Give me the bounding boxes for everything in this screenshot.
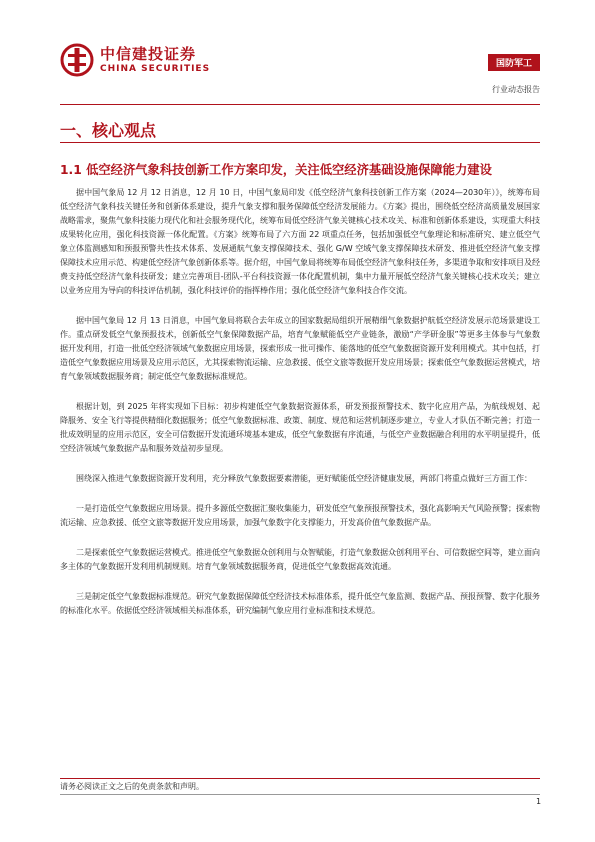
paragraph: 据中国气象局 12 月 13 日消息，中国气象局将联合去年成立的国家数据局组织开展精细气象数据护航低空经济发展示范场景建设工作。重点研发低空气象预报技术，创新低空气象保障数据产品，培育气象赋能低空产业链条，激励“产学研金服”等更多主体参与气象数据开发利用，打造一批低空经济领域气象数据应用场景，探索形成一批可操作、能落地的低空气象数据资源开发利用模式。其中包括，打造低空气象数据应用场景及应用示范区，尤其探索物流运输、应急救援、低空文旅等数据开发应用场景；探索低空气象数据运营模式，培育气象领域数据服务商；制定低空气象数据标准规范。 [60, 316, 540, 381]
section-divider [60, 142, 540, 143]
footer-rule [60, 794, 540, 795]
citic-logo-icon [60, 43, 94, 77]
section-title: 一、核心观点 [60, 121, 157, 140]
company-name-en: CHINA SECURITIES [100, 64, 211, 74]
company-logo [60, 40, 210, 80]
subsection-title: 1.1 低空经济气象科技创新工作方案印发，关注低空经济基础设施保障能力建设 [60, 163, 492, 177]
disclaimer-note: 请务必阅读正文之后的免责条款和声明。 [60, 782, 204, 791]
report-body [60, 186, 540, 634]
page-number: 1 [536, 797, 542, 806]
industry-tag: 国防军工 [488, 54, 540, 71]
paragraph: 一是打造低空气象数据应用场景。提升多源低空数据汇聚收集能力，研发低空气象预报预警技术，强化高影响天气风险预警；探索物流运输、应急救援、低空文旅等数据开发应用场景，加强气象数字化支撑能力，开发高价值气象数据产品。 [60, 504, 540, 527]
report-type: 行业动态报告 [492, 85, 540, 94]
paragraph: 据中国气象局 12 月 12 日消息，12 月 10 日，中国气象局印发《低空经济气象科技创新工作方案（2024—2030年）》，统筹布局低空经济气象科技关键任务和创新体系建设，提升气象支撑和服务保障低空经济发展能力。《方案》提出，围绕低空经济高质量发展国家战略需求，聚焦气象科技能力现代化和社会服务现代化，统筹布局低空经济气象关键核心技术攻关、标准和创新体系建设，实现重大科技成果转化应用，强化科技资源一体化配置。《方案》统筹布局了六方面 22 项重点任务，包括加强低空气象理论和标准研究、建立低空气象立体监测感知和预报预警共性技术体系、发展通航气象支撑保障技术、强化 G/W 空域气象支撑保障技术研发、推进低空经济气象支撑保障技术应用示范、构建低空经济气象创新体系等。据介绍，中国气象局将统筹布局低空经济气象科技任务，多渠道争取和安排项目及经费支持低空经济气象科技研发；建立完善项目-团队-平台科技资源一体化配置机制，集中力量开展低空经济气象关键核心技术攻关；建立以业务应用为导向的科技评估机制，强化科技评价的指挥棒作用；强化低空经济气象科技合作交流。 [60, 188, 540, 295]
header-divider [60, 104, 540, 105]
paragraph: 三是制定低空气象数据标准规范。研究气象数据保障低空经济技术标准体系，提升低空气象监测、数据产品、预报预警、数字化服务的标准化水平。依据低空经济领域相关标准体系，研究编制气象应用行业标准和技术规范。 [60, 592, 540, 615]
footer-divider [60, 778, 540, 779]
page-header [60, 40, 540, 102]
paragraph: 围绕深入推进气象数据资源开发利用，充分释放气象数据要素潜能，更好赋能低空经济健康发展，两部门将重点做好三方面工作： [76, 474, 532, 483]
paragraph: 二是探索低空气象数据运营模式。推进低空气象数据众创利用与众智赋能，打造气象数据众创利用平台、可信数据空间等，建立面向多主体的气象数据开发利用机制规则。培育气象领域数据服务商，促进低空气象数据高效流通。 [60, 548, 540, 571]
company-name-cn: 中信建投证券 [100, 45, 197, 63]
paragraph: 根据计划，到 2025 年将实现如下目标：初步构建低空气象数据资源体系，研发预报预警技术、数字化应用产品，为航线规划、起降服务、安全飞行等提供精细化数据服务；低空气象数据标准、政策、制度、规范和运营机制逐步建立，专业人才队伍不断完善；打造一批成效明显的应用示范区，安全可信数据开发流通环境基本建成，低空气象数据有序流通，与低空产业数据融合利用的水平明显提升，低空经济领域气象数据产品和服务效益初步显现。 [60, 402, 540, 453]
